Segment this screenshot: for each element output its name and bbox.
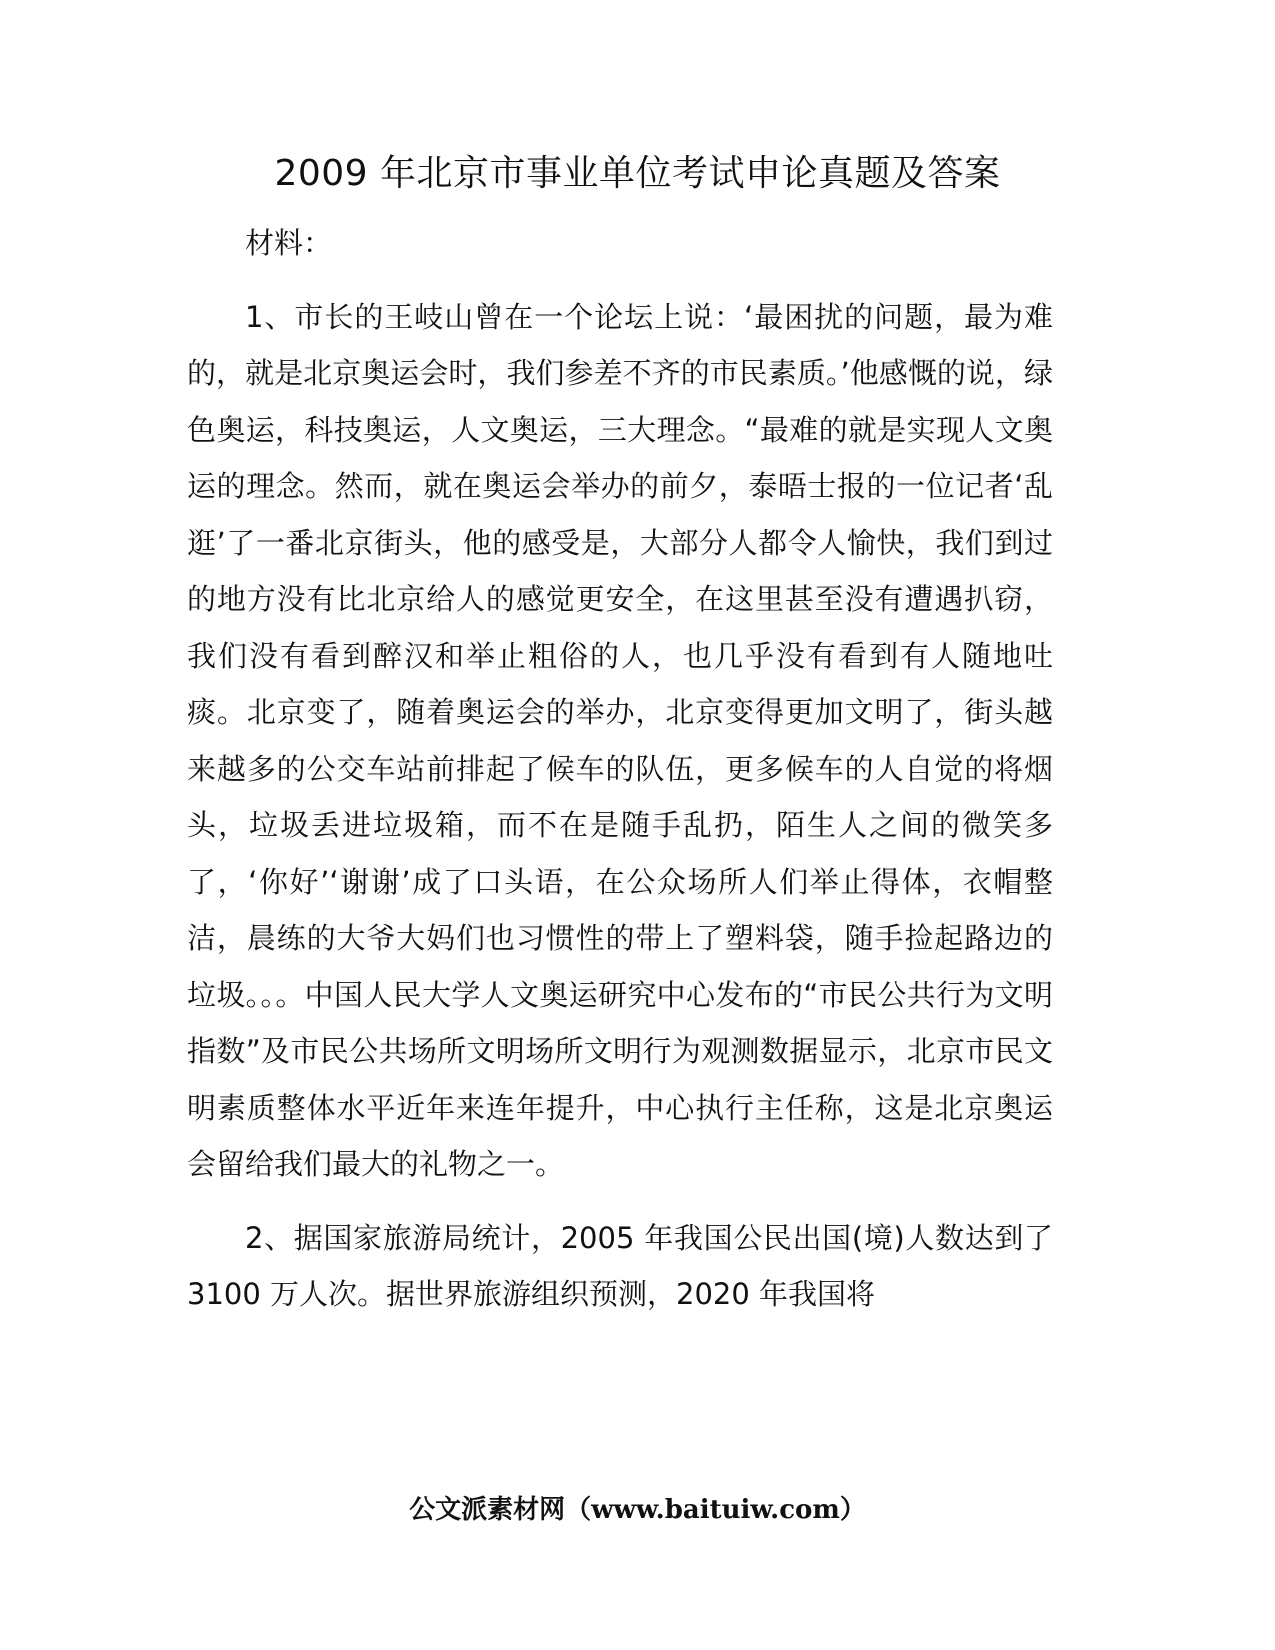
section-label: 材料： — [245, 226, 333, 260]
paragraph-2: 2、据国家旅游局统计，2005 年我国公民出国(境)人数达到了 3100 万人次。据世界旅游组织预测，2020 年我国将 — [187, 1220, 1053, 1311]
footer-watermark: 公文派素材网（www.baituiw.com） — [409, 1495, 866, 1525]
paragraph-1: 1、市长的王岐山曾在一个论坛上说：‘最困扰的问题，最为难的，就是北京奥运会时，我们参差不齐的市民素质。’他感慨的说，绿色奥运，科技奥运，人文奥运，三大理念。“最难的就是实现人文奥运的理念。然而，就在奥运会举办的前夕，泰晤士报的一位记者‘乱逛’了一番北京街头，他的感受是，大部分人都令人愉快，我们到过的地方没有比北京给人的感觉更安全，在这里甚至没有遭遇扒窃，我们没有看到醉汉和举止粗俗的人，也几乎没有看到有人随地吐痰。北京变了，随着奥运会的举办，北京变得更加文明了，街头越来越多的公交车站前排起了候车的队伍，更多候车的人自觉的将烟头，垃圾丢进垃圾箱，而不在是随手乱扔，陌生人之间的微笑多了，‘你好’‘谢谢’成了口头语，在公众场所人们举止得体，衣帽整洁，晨练的大爷大妈们也习惯性的带上了塑料袋，随手捡起路边的垃圾。。。中国人民大学人文奥运研究中心发布的“市民公共行为文明指数”及市民公共场所文明场所文明行为观测数据显示，北京市民文明素质整体水平近年来连年提升，中心执行主任称，这是北京奥运会留给我们最大的礼物之一。 — [187, 299, 1053, 1181]
document-body — [187, 215, 1053, 1323]
document-title: 2009 年北京市事业单位考试申论真题及答案 — [274, 153, 1001, 194]
